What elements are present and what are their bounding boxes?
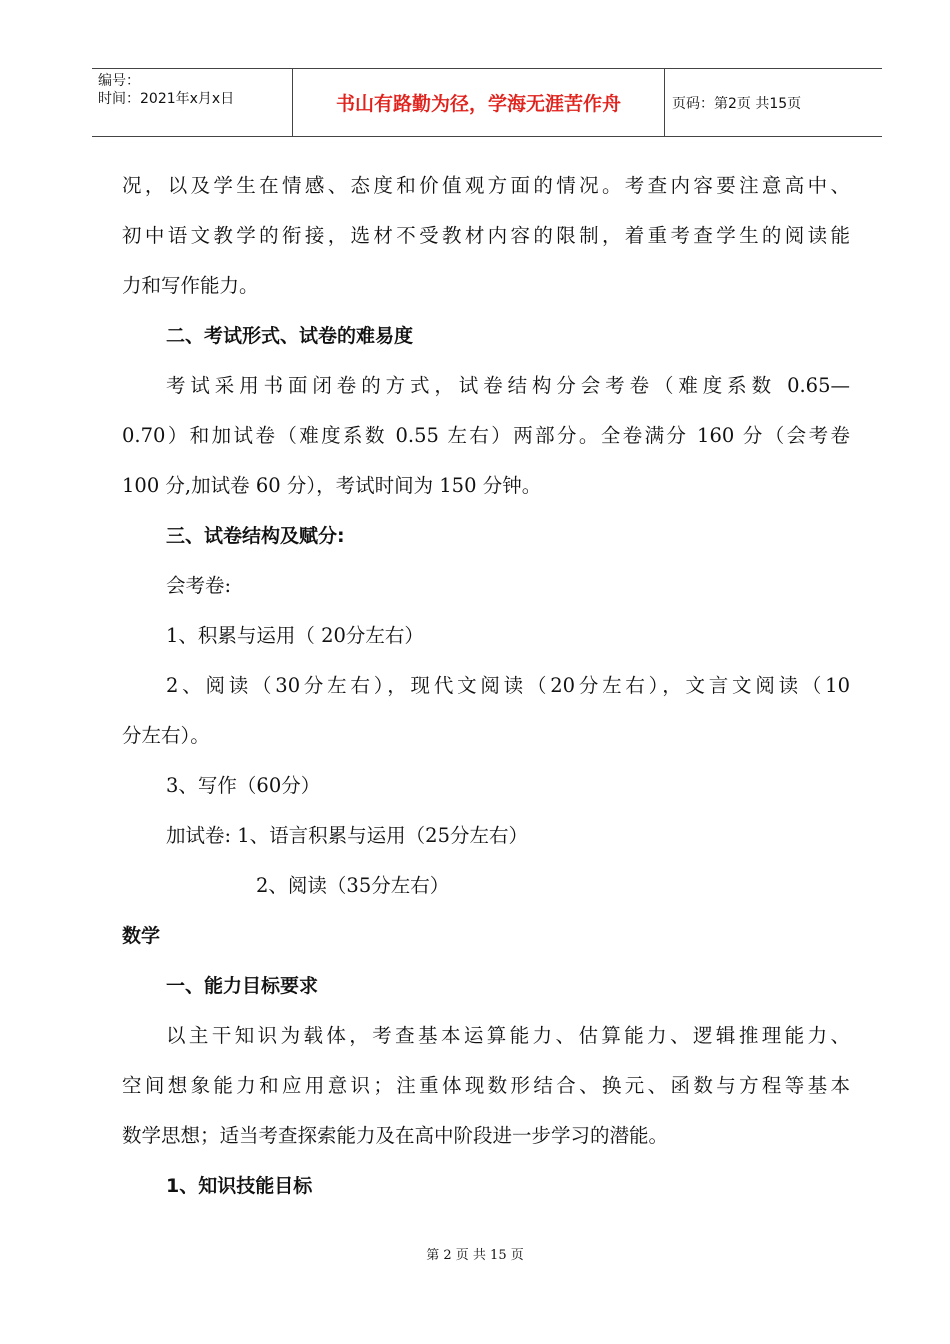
header-meta — [92, 69, 293, 136]
list-item: 3、写作（60分） — [166, 774, 321, 797]
paragraph-line: 会考卷: — [166, 574, 232, 597]
paragraph-line: 以主干知识为载体，考查基本运算能力、估算能力、逻辑推理能力、 — [166, 1024, 850, 1047]
list-item: 加试卷: 1、语言积累与运用（25分左右） — [166, 824, 528, 847]
time-label: 时间：2021年x月x日 — [98, 91, 235, 107]
section-heading: 1、知识技能目标 — [166, 1175, 313, 1197]
page-footer: 第 2 页 共 15 页 — [426, 1248, 524, 1263]
paragraph-line: 初中语文教学的衔接，选材不受教材内容的限制，着重考查学生的阅读能 — [122, 224, 850, 247]
paragraph-line: 0.70）和加试卷（难度系数 0.55 左右）两部分。全卷满分 160 分（会考卷 — [122, 424, 850, 447]
list-item: 2、阅读（30分左右），现代文阅读（20分左右），文言文阅读（10 — [166, 674, 850, 697]
page-header — [92, 68, 882, 137]
header-motto: 书山有路勤为径，学海无涯苦作舟 — [293, 69, 665, 136]
paragraph-line: 考试采用书面闭卷的方式，试卷结构分会考卷（难度系数 0.65— — [166, 374, 850, 397]
paragraph-line: 空间想象能力和应用意识；注重体现数形结合、换元、函数与方程等基本 — [122, 1074, 850, 1097]
paragraph-line: 况，以及学生在情感、态度和价值观方面的情况。考查内容要注意高中、 — [122, 174, 850, 197]
header-page-info: 页码：第2页 共15页 — [672, 95, 802, 112]
section-heading: 二、考试形式、试卷的难易度 — [166, 325, 414, 347]
paragraph-line: 力和写作能力。 — [122, 274, 259, 297]
paragraph-line: 分左右）。 — [122, 724, 210, 747]
section-heading: 一、能力目标要求 — [166, 975, 319, 997]
code-label: 编号： — [98, 73, 140, 89]
paragraph-line: 100 分,加试卷 60 分），考试时间为 150 分钟。 — [122, 474, 542, 497]
list-item: 1、积累与运用（ 20分左右） — [166, 624, 424, 647]
list-item: 2、阅读（35分左右） — [256, 874, 450, 897]
paragraph-line: 数学思想；适当考查探索能力及在高中阶段进一步学习的潜能。 — [122, 1124, 669, 1147]
subject-heading: 数学 — [122, 925, 161, 947]
section-heading: 三、试卷结构及赋分: — [166, 525, 345, 547]
